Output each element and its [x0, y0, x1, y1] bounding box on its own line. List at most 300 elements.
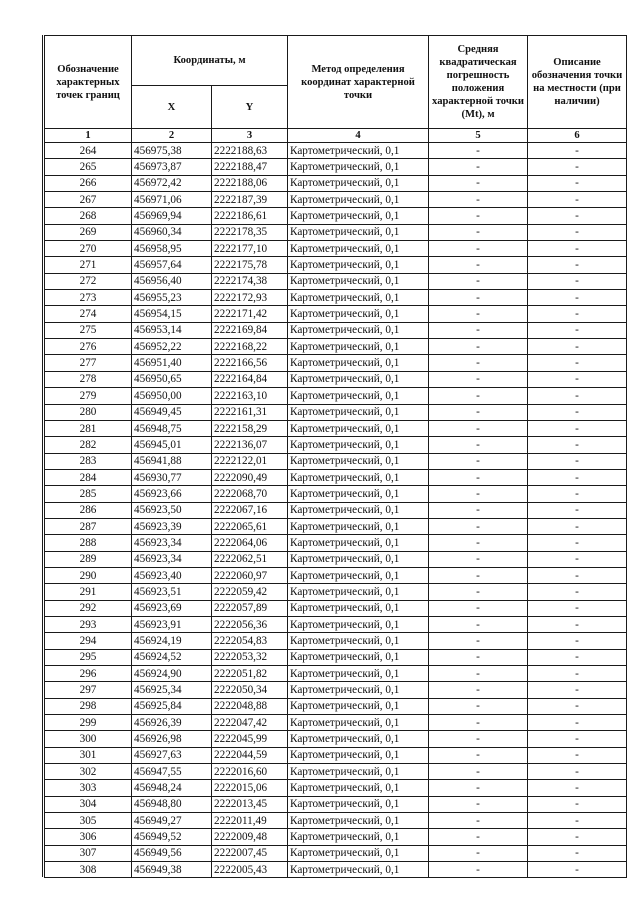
y-coordinate-cell: 2222188,06	[212, 175, 288, 191]
x-coordinate-cell: 456952,22	[132, 339, 212, 355]
x-coordinate-cell: 456925,34	[132, 682, 212, 698]
method-cell: Картометрический, 0,1	[288, 747, 429, 763]
description-cell: -	[528, 600, 627, 616]
method-cell: Картометрический, 0,1	[288, 355, 429, 371]
y-coordinate-cell: 2222011,49	[212, 813, 288, 829]
column-number-1: 1	[45, 129, 132, 143]
description-cell: -	[528, 862, 627, 878]
mean-error-cell: -	[429, 567, 528, 583]
y-coordinate-cell: 2222060,97	[212, 567, 288, 583]
x-coordinate-cell: 456972,42	[132, 175, 212, 191]
y-coordinate-cell: 2222065,61	[212, 518, 288, 534]
mean-error-cell: -	[429, 388, 528, 404]
description-cell: -	[528, 616, 627, 632]
description-cell: -	[528, 192, 627, 208]
header-coordinates: Координаты, м	[132, 36, 288, 86]
x-coordinate-cell: 456925,84	[132, 698, 212, 714]
method-cell: Картометрический, 0,1	[288, 829, 429, 845]
y-coordinate-cell: 2222164,84	[212, 371, 288, 387]
method-cell: Картометрический, 0,1	[288, 535, 429, 551]
y-coordinate-cell: 2222005,43	[212, 862, 288, 878]
description-cell: -	[528, 829, 627, 845]
x-coordinate-cell: 456924,90	[132, 666, 212, 682]
point-id-cell: 281	[45, 420, 132, 436]
y-coordinate-cell: 2222007,45	[212, 845, 288, 861]
x-coordinate-cell: 456958,95	[132, 241, 212, 257]
point-id-cell: 293	[45, 616, 132, 632]
description-cell: -	[528, 535, 627, 551]
point-id-cell: 277	[45, 355, 132, 371]
y-coordinate-cell: 2222090,49	[212, 469, 288, 485]
mean-error-cell: -	[429, 502, 528, 518]
table-row	[45, 355, 627, 371]
mean-error-cell: -	[429, 469, 528, 485]
description-cell: -	[528, 682, 627, 698]
description-cell: -	[528, 780, 627, 796]
x-coordinate-cell: 456960,34	[132, 224, 212, 240]
mean-error-cell: -	[429, 208, 528, 224]
method-cell: Картометрический, 0,1	[288, 616, 429, 632]
mean-error-cell: -	[429, 633, 528, 649]
table-body	[45, 143, 627, 878]
column-number-4: 4	[288, 129, 429, 143]
mean-error-cell: -	[429, 143, 528, 159]
table-row	[45, 698, 627, 714]
point-id-cell: 288	[45, 535, 132, 551]
y-coordinate-cell: 2222048,88	[212, 698, 288, 714]
table-row	[45, 175, 627, 191]
y-coordinate-cell: 2222187,39	[212, 192, 288, 208]
method-cell: Картометрический, 0,1	[288, 518, 429, 534]
method-cell: Картометрический, 0,1	[288, 764, 429, 780]
table-row	[45, 780, 627, 796]
description-cell: -	[528, 257, 627, 273]
x-coordinate-cell: 456957,64	[132, 257, 212, 273]
mean-error-cell: -	[429, 780, 528, 796]
column-number-2: 2	[132, 129, 212, 143]
mean-error-cell: -	[429, 273, 528, 289]
mean-error-cell: -	[429, 600, 528, 616]
x-coordinate-cell: 456924,19	[132, 633, 212, 649]
point-id-cell: 304	[45, 796, 132, 812]
method-cell: Картометрический, 0,1	[288, 633, 429, 649]
y-coordinate-cell: 2222171,42	[212, 306, 288, 322]
method-cell: Картометрический, 0,1	[288, 551, 429, 567]
description-cell: -	[528, 666, 627, 682]
page-left-rule	[42, 35, 43, 877]
point-id-cell: 291	[45, 584, 132, 600]
mean-error-cell: -	[429, 339, 528, 355]
point-id-cell: 301	[45, 747, 132, 763]
method-cell: Картометрический, 0,1	[288, 192, 429, 208]
y-coordinate-cell: 2222016,60	[212, 764, 288, 780]
method-cell: Картометрический, 0,1	[288, 469, 429, 485]
point-id-cell: 264	[45, 143, 132, 159]
x-coordinate-cell: 456956,40	[132, 273, 212, 289]
description-cell: -	[528, 715, 627, 731]
point-id-cell: 280	[45, 404, 132, 420]
table-row	[45, 143, 627, 159]
point-id-cell: 268	[45, 208, 132, 224]
point-id-cell: 290	[45, 567, 132, 583]
y-coordinate-cell: 2222178,35	[212, 224, 288, 240]
method-cell: Картометрический, 0,1	[288, 371, 429, 387]
point-id-cell: 267	[45, 192, 132, 208]
point-id-cell: 308	[45, 862, 132, 878]
mean-error-cell: -	[429, 829, 528, 845]
mean-error-cell: -	[429, 192, 528, 208]
header-y: Y	[212, 86, 288, 129]
y-coordinate-cell: 2222172,93	[212, 290, 288, 306]
method-cell: Картометрический, 0,1	[288, 404, 429, 420]
mean-error-cell: -	[429, 698, 528, 714]
table-row	[45, 796, 627, 812]
method-cell: Картометрический, 0,1	[288, 322, 429, 338]
x-coordinate-cell: 456948,24	[132, 780, 212, 796]
x-coordinate-cell: 456947,55	[132, 764, 212, 780]
x-coordinate-cell: 456923,34	[132, 535, 212, 551]
y-coordinate-cell: 2222015,06	[212, 780, 288, 796]
mean-error-cell: -	[429, 290, 528, 306]
y-coordinate-cell: 2222059,42	[212, 584, 288, 600]
y-coordinate-cell: 2222057,89	[212, 600, 288, 616]
y-coordinate-cell: 2222051,82	[212, 666, 288, 682]
point-id-cell: 287	[45, 518, 132, 534]
point-id-cell: 276	[45, 339, 132, 355]
point-id-cell: 269	[45, 224, 132, 240]
table-row	[45, 486, 627, 502]
point-id-cell: 283	[45, 453, 132, 469]
description-cell: -	[528, 845, 627, 861]
method-cell: Картометрический, 0,1	[288, 698, 429, 714]
description-cell: -	[528, 502, 627, 518]
table-row	[45, 649, 627, 665]
table-row	[45, 273, 627, 289]
method-cell: Картометрический, 0,1	[288, 420, 429, 436]
y-coordinate-cell: 2222045,99	[212, 731, 288, 747]
x-coordinate-cell: 456923,66	[132, 486, 212, 502]
table-row	[45, 682, 627, 698]
description-cell: -	[528, 175, 627, 191]
method-cell: Картометрический, 0,1	[288, 143, 429, 159]
mean-error-cell: -	[429, 764, 528, 780]
table-row	[45, 845, 627, 861]
point-id-cell: 303	[45, 780, 132, 796]
mean-error-cell: -	[429, 257, 528, 273]
y-coordinate-cell: 2222166,56	[212, 355, 288, 371]
method-cell: Картометрический, 0,1	[288, 273, 429, 289]
table-row	[45, 747, 627, 763]
point-id-cell: 272	[45, 273, 132, 289]
table-row	[45, 764, 627, 780]
description-cell: -	[528, 518, 627, 534]
table-row	[45, 731, 627, 747]
y-coordinate-cell: 2222056,36	[212, 616, 288, 632]
y-coordinate-cell: 2222054,83	[212, 633, 288, 649]
x-coordinate-cell: 456975,38	[132, 143, 212, 159]
column-number-6: 6	[528, 129, 627, 143]
point-id-cell: 274	[45, 306, 132, 322]
table-row	[45, 159, 627, 175]
point-id-cell: 266	[45, 175, 132, 191]
method-cell: Картометрический, 0,1	[288, 175, 429, 191]
point-id-cell: 307	[45, 845, 132, 861]
description-cell: -	[528, 224, 627, 240]
mean-error-cell: -	[429, 486, 528, 502]
table-row	[45, 192, 627, 208]
table-header	[45, 36, 627, 143]
table-row	[45, 208, 627, 224]
table-row	[45, 404, 627, 420]
description-cell: -	[528, 551, 627, 567]
table-row	[45, 306, 627, 322]
mean-error-cell: -	[429, 616, 528, 632]
table-row	[45, 469, 627, 485]
x-coordinate-cell: 456955,23	[132, 290, 212, 306]
method-cell: Картометрический, 0,1	[288, 796, 429, 812]
y-coordinate-cell: 2222177,10	[212, 241, 288, 257]
table-row	[45, 502, 627, 518]
table-row	[45, 600, 627, 616]
y-coordinate-cell: 2222009,48	[212, 829, 288, 845]
x-coordinate-cell: 456923,40	[132, 567, 212, 583]
description-cell: -	[528, 420, 627, 436]
point-id-cell: 298	[45, 698, 132, 714]
description-cell: -	[528, 649, 627, 665]
x-coordinate-cell: 456951,40	[132, 355, 212, 371]
table-row	[45, 420, 627, 436]
description-cell: -	[528, 469, 627, 485]
x-coordinate-cell: 456949,52	[132, 829, 212, 845]
column-number-3: 3	[212, 129, 288, 143]
x-coordinate-cell: 456949,45	[132, 404, 212, 420]
description-cell: -	[528, 241, 627, 257]
method-cell: Картометрический, 0,1	[288, 224, 429, 240]
table-row	[45, 567, 627, 583]
y-coordinate-cell: 2222067,16	[212, 502, 288, 518]
method-cell: Картометрический, 0,1	[288, 715, 429, 731]
x-coordinate-cell: 456948,75	[132, 420, 212, 436]
x-coordinate-cell: 456923,91	[132, 616, 212, 632]
description-cell: -	[528, 796, 627, 812]
y-coordinate-cell: 2222053,32	[212, 649, 288, 665]
description-cell: -	[528, 486, 627, 502]
x-coordinate-cell: 456923,34	[132, 551, 212, 567]
x-coordinate-cell: 456923,39	[132, 518, 212, 534]
method-cell: Картометрический, 0,1	[288, 339, 429, 355]
method-cell: Картометрический, 0,1	[288, 388, 429, 404]
x-coordinate-cell: 456941,88	[132, 453, 212, 469]
mean-error-cell: -	[429, 731, 528, 747]
description-cell: -	[528, 813, 627, 829]
method-cell: Картометрический, 0,1	[288, 731, 429, 747]
method-cell: Картометрический, 0,1	[288, 682, 429, 698]
method-cell: Картометрический, 0,1	[288, 437, 429, 453]
y-coordinate-cell: 2222068,70	[212, 486, 288, 502]
mean-error-cell: -	[429, 715, 528, 731]
description-cell: -	[528, 764, 627, 780]
x-coordinate-cell: 456945,01	[132, 437, 212, 453]
point-id-cell: 295	[45, 649, 132, 665]
mean-error-cell: -	[429, 551, 528, 567]
mean-error-cell: -	[429, 796, 528, 812]
table-row	[45, 371, 627, 387]
table-row	[45, 666, 627, 682]
x-coordinate-cell: 456926,98	[132, 731, 212, 747]
column-number-5: 5	[429, 129, 528, 143]
method-cell: Картометрический, 0,1	[288, 257, 429, 273]
mean-error-cell: -	[429, 747, 528, 763]
y-coordinate-cell: 2222169,84	[212, 322, 288, 338]
description-cell: -	[528, 290, 627, 306]
y-coordinate-cell: 2222122,01	[212, 453, 288, 469]
y-coordinate-cell: 2222062,51	[212, 551, 288, 567]
description-cell: -	[528, 567, 627, 583]
header-method: Метод определения координат характерной точки	[288, 36, 429, 129]
y-coordinate-cell: 2222175,78	[212, 257, 288, 273]
table-row	[45, 813, 627, 829]
point-id-cell: 289	[45, 551, 132, 567]
description-cell: -	[528, 306, 627, 322]
coordinates-table	[44, 35, 627, 878]
table-row	[45, 224, 627, 240]
method-cell: Картометрический, 0,1	[288, 502, 429, 518]
table-row	[45, 535, 627, 551]
description-cell: -	[528, 322, 627, 338]
table-row	[45, 290, 627, 306]
table-row	[45, 584, 627, 600]
description-cell: -	[528, 273, 627, 289]
description-cell: -	[528, 404, 627, 420]
x-coordinate-cell: 456949,56	[132, 845, 212, 861]
mean-error-cell: -	[429, 518, 528, 534]
y-coordinate-cell: 2222174,38	[212, 273, 288, 289]
description-cell: -	[528, 633, 627, 649]
mean-error-cell: -	[429, 404, 528, 420]
method-cell: Картометрический, 0,1	[288, 780, 429, 796]
mean-error-cell: -	[429, 584, 528, 600]
table-row	[45, 453, 627, 469]
table-row	[45, 241, 627, 257]
point-id-cell: 306	[45, 829, 132, 845]
mean-error-cell: -	[429, 420, 528, 436]
point-id-cell: 297	[45, 682, 132, 698]
method-cell: Картометрический, 0,1	[288, 159, 429, 175]
description-cell: -	[528, 388, 627, 404]
point-id-cell: 284	[45, 469, 132, 485]
description-cell: -	[528, 208, 627, 224]
y-coordinate-cell: 2222188,47	[212, 159, 288, 175]
method-cell: Картометрический, 0,1	[288, 306, 429, 322]
y-coordinate-cell: 2222188,63	[212, 143, 288, 159]
table-row	[45, 715, 627, 731]
method-cell: Картометрический, 0,1	[288, 486, 429, 502]
mean-error-cell: -	[429, 355, 528, 371]
x-coordinate-cell: 456969,94	[132, 208, 212, 224]
y-coordinate-cell: 2222158,29	[212, 420, 288, 436]
x-coordinate-cell: 456923,51	[132, 584, 212, 600]
table-row	[45, 388, 627, 404]
header-x: X	[132, 86, 212, 129]
header-description: Описание обозначения точки на местности (при наличии)	[528, 36, 627, 129]
x-coordinate-cell: 456954,15	[132, 306, 212, 322]
x-coordinate-cell: 456973,87	[132, 159, 212, 175]
mean-error-cell: -	[429, 682, 528, 698]
method-cell: Картометрический, 0,1	[288, 862, 429, 878]
description-cell: -	[528, 355, 627, 371]
point-id-cell: 270	[45, 241, 132, 257]
description-cell: -	[528, 371, 627, 387]
mean-error-cell: -	[429, 649, 528, 665]
x-coordinate-cell: 456924,52	[132, 649, 212, 665]
mean-error-cell: -	[429, 175, 528, 191]
mean-error-cell: -	[429, 437, 528, 453]
mean-error-cell: -	[429, 306, 528, 322]
table-row	[45, 339, 627, 355]
x-coordinate-cell: 456926,39	[132, 715, 212, 731]
x-coordinate-cell: 456950,00	[132, 388, 212, 404]
header-point-designation: Обозначение характерных точек границ	[45, 36, 132, 129]
table-row	[45, 518, 627, 534]
mean-error-cell: -	[429, 453, 528, 469]
description-cell: -	[528, 747, 627, 763]
x-coordinate-cell: 456923,50	[132, 502, 212, 518]
mean-error-cell: -	[429, 224, 528, 240]
y-coordinate-cell: 2222168,22	[212, 339, 288, 355]
header-mean-error: Средняя квадратическая погрешность положения характерной точки (Mt), м	[429, 36, 528, 129]
method-cell: Картометрический, 0,1	[288, 649, 429, 665]
point-id-cell: 302	[45, 764, 132, 780]
point-id-cell: 286	[45, 502, 132, 518]
y-coordinate-cell: 2222044,59	[212, 747, 288, 763]
x-coordinate-cell: 456948,80	[132, 796, 212, 812]
point-id-cell: 271	[45, 257, 132, 273]
table-row	[45, 551, 627, 567]
description-cell: -	[528, 143, 627, 159]
x-coordinate-cell: 456950,65	[132, 371, 212, 387]
point-id-cell: 305	[45, 813, 132, 829]
method-cell: Картометрический, 0,1	[288, 584, 429, 600]
description-cell: -	[528, 437, 627, 453]
x-coordinate-cell: 456953,14	[132, 322, 212, 338]
description-cell: -	[528, 453, 627, 469]
point-id-cell: 278	[45, 371, 132, 387]
point-id-cell: 275	[45, 322, 132, 338]
mean-error-cell: -	[429, 322, 528, 338]
description-cell: -	[528, 584, 627, 600]
point-id-cell: 299	[45, 715, 132, 731]
method-cell: Картометрический, 0,1	[288, 453, 429, 469]
table-row	[45, 862, 627, 878]
description-cell: -	[528, 731, 627, 747]
description-cell: -	[528, 159, 627, 175]
table-row	[45, 633, 627, 649]
method-cell: Картометрический, 0,1	[288, 241, 429, 257]
mean-error-cell: -	[429, 241, 528, 257]
x-coordinate-cell: 456930,77	[132, 469, 212, 485]
y-coordinate-cell: 2222050,34	[212, 682, 288, 698]
point-id-cell: 279	[45, 388, 132, 404]
point-id-cell: 285	[45, 486, 132, 502]
method-cell: Картометрический, 0,1	[288, 666, 429, 682]
x-coordinate-cell: 456949,27	[132, 813, 212, 829]
point-id-cell: 273	[45, 290, 132, 306]
table-row	[45, 829, 627, 845]
description-cell: -	[528, 339, 627, 355]
table-row	[45, 257, 627, 273]
y-coordinate-cell: 2222186,61	[212, 208, 288, 224]
y-coordinate-cell: 2222013,45	[212, 796, 288, 812]
